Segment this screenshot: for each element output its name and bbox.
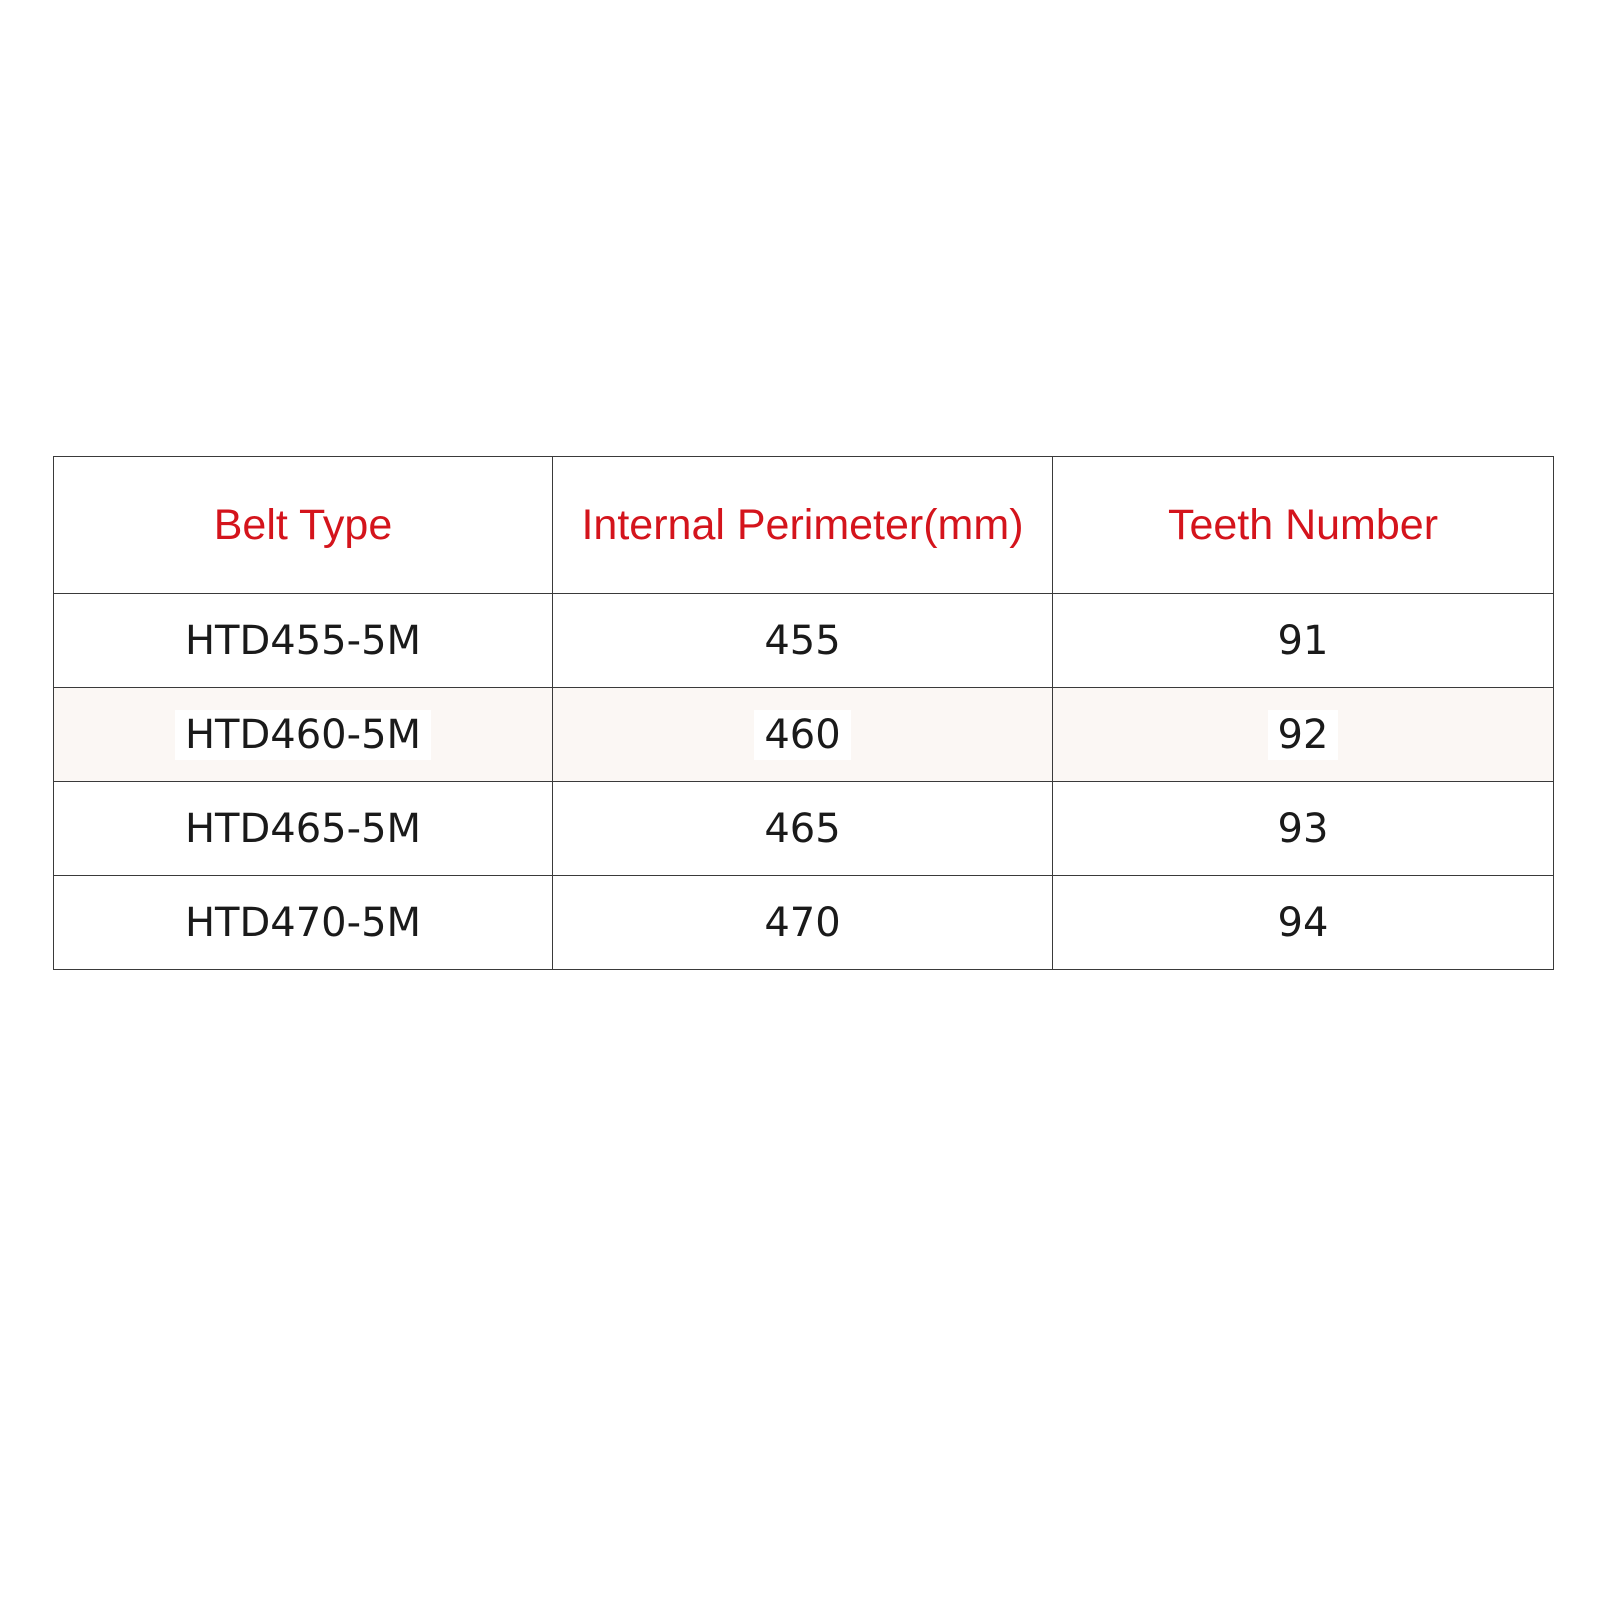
cell-text: 460 xyxy=(754,710,850,760)
cell-belt-type xyxy=(54,782,553,876)
cell-text: 465 xyxy=(764,805,841,852)
cell-teeth-number xyxy=(1053,594,1554,688)
cell-belt-type xyxy=(54,688,553,782)
table-row xyxy=(54,688,1554,782)
cell-belt-type xyxy=(54,594,553,688)
cell-internal-perimeter xyxy=(553,782,1053,876)
cell-text: HTD465-5M xyxy=(184,805,422,852)
cell-text: HTD470-5M xyxy=(184,899,422,946)
cell-text: 470 xyxy=(764,899,841,946)
cell-text: 92 xyxy=(1268,710,1339,760)
cell-belt-type xyxy=(54,876,553,970)
cell-teeth-number xyxy=(1053,688,1554,782)
header-belt-type: Belt Type xyxy=(54,457,553,594)
cell-text: HTD460-5M xyxy=(175,710,431,760)
table-row xyxy=(54,594,1554,688)
header-teeth-number: Teeth Number xyxy=(1053,457,1554,594)
cell-text: 455 xyxy=(764,617,841,664)
table-header-row xyxy=(54,457,1554,594)
belt-spec-table xyxy=(53,456,1554,970)
cell-text: 93 xyxy=(1277,805,1329,852)
cell-teeth-number xyxy=(1053,782,1554,876)
table-row xyxy=(54,782,1554,876)
cell-teeth-number xyxy=(1053,876,1554,970)
cell-text: HTD455-5M xyxy=(184,617,422,664)
cell-internal-perimeter xyxy=(553,594,1053,688)
cell-text: 91 xyxy=(1277,617,1329,664)
header-internal-perimeter: Internal Perimeter(mm) xyxy=(553,457,1053,594)
cell-text: 94 xyxy=(1277,899,1329,946)
table-row xyxy=(54,876,1554,970)
cell-internal-perimeter xyxy=(553,876,1053,970)
cell-internal-perimeter xyxy=(553,688,1053,782)
